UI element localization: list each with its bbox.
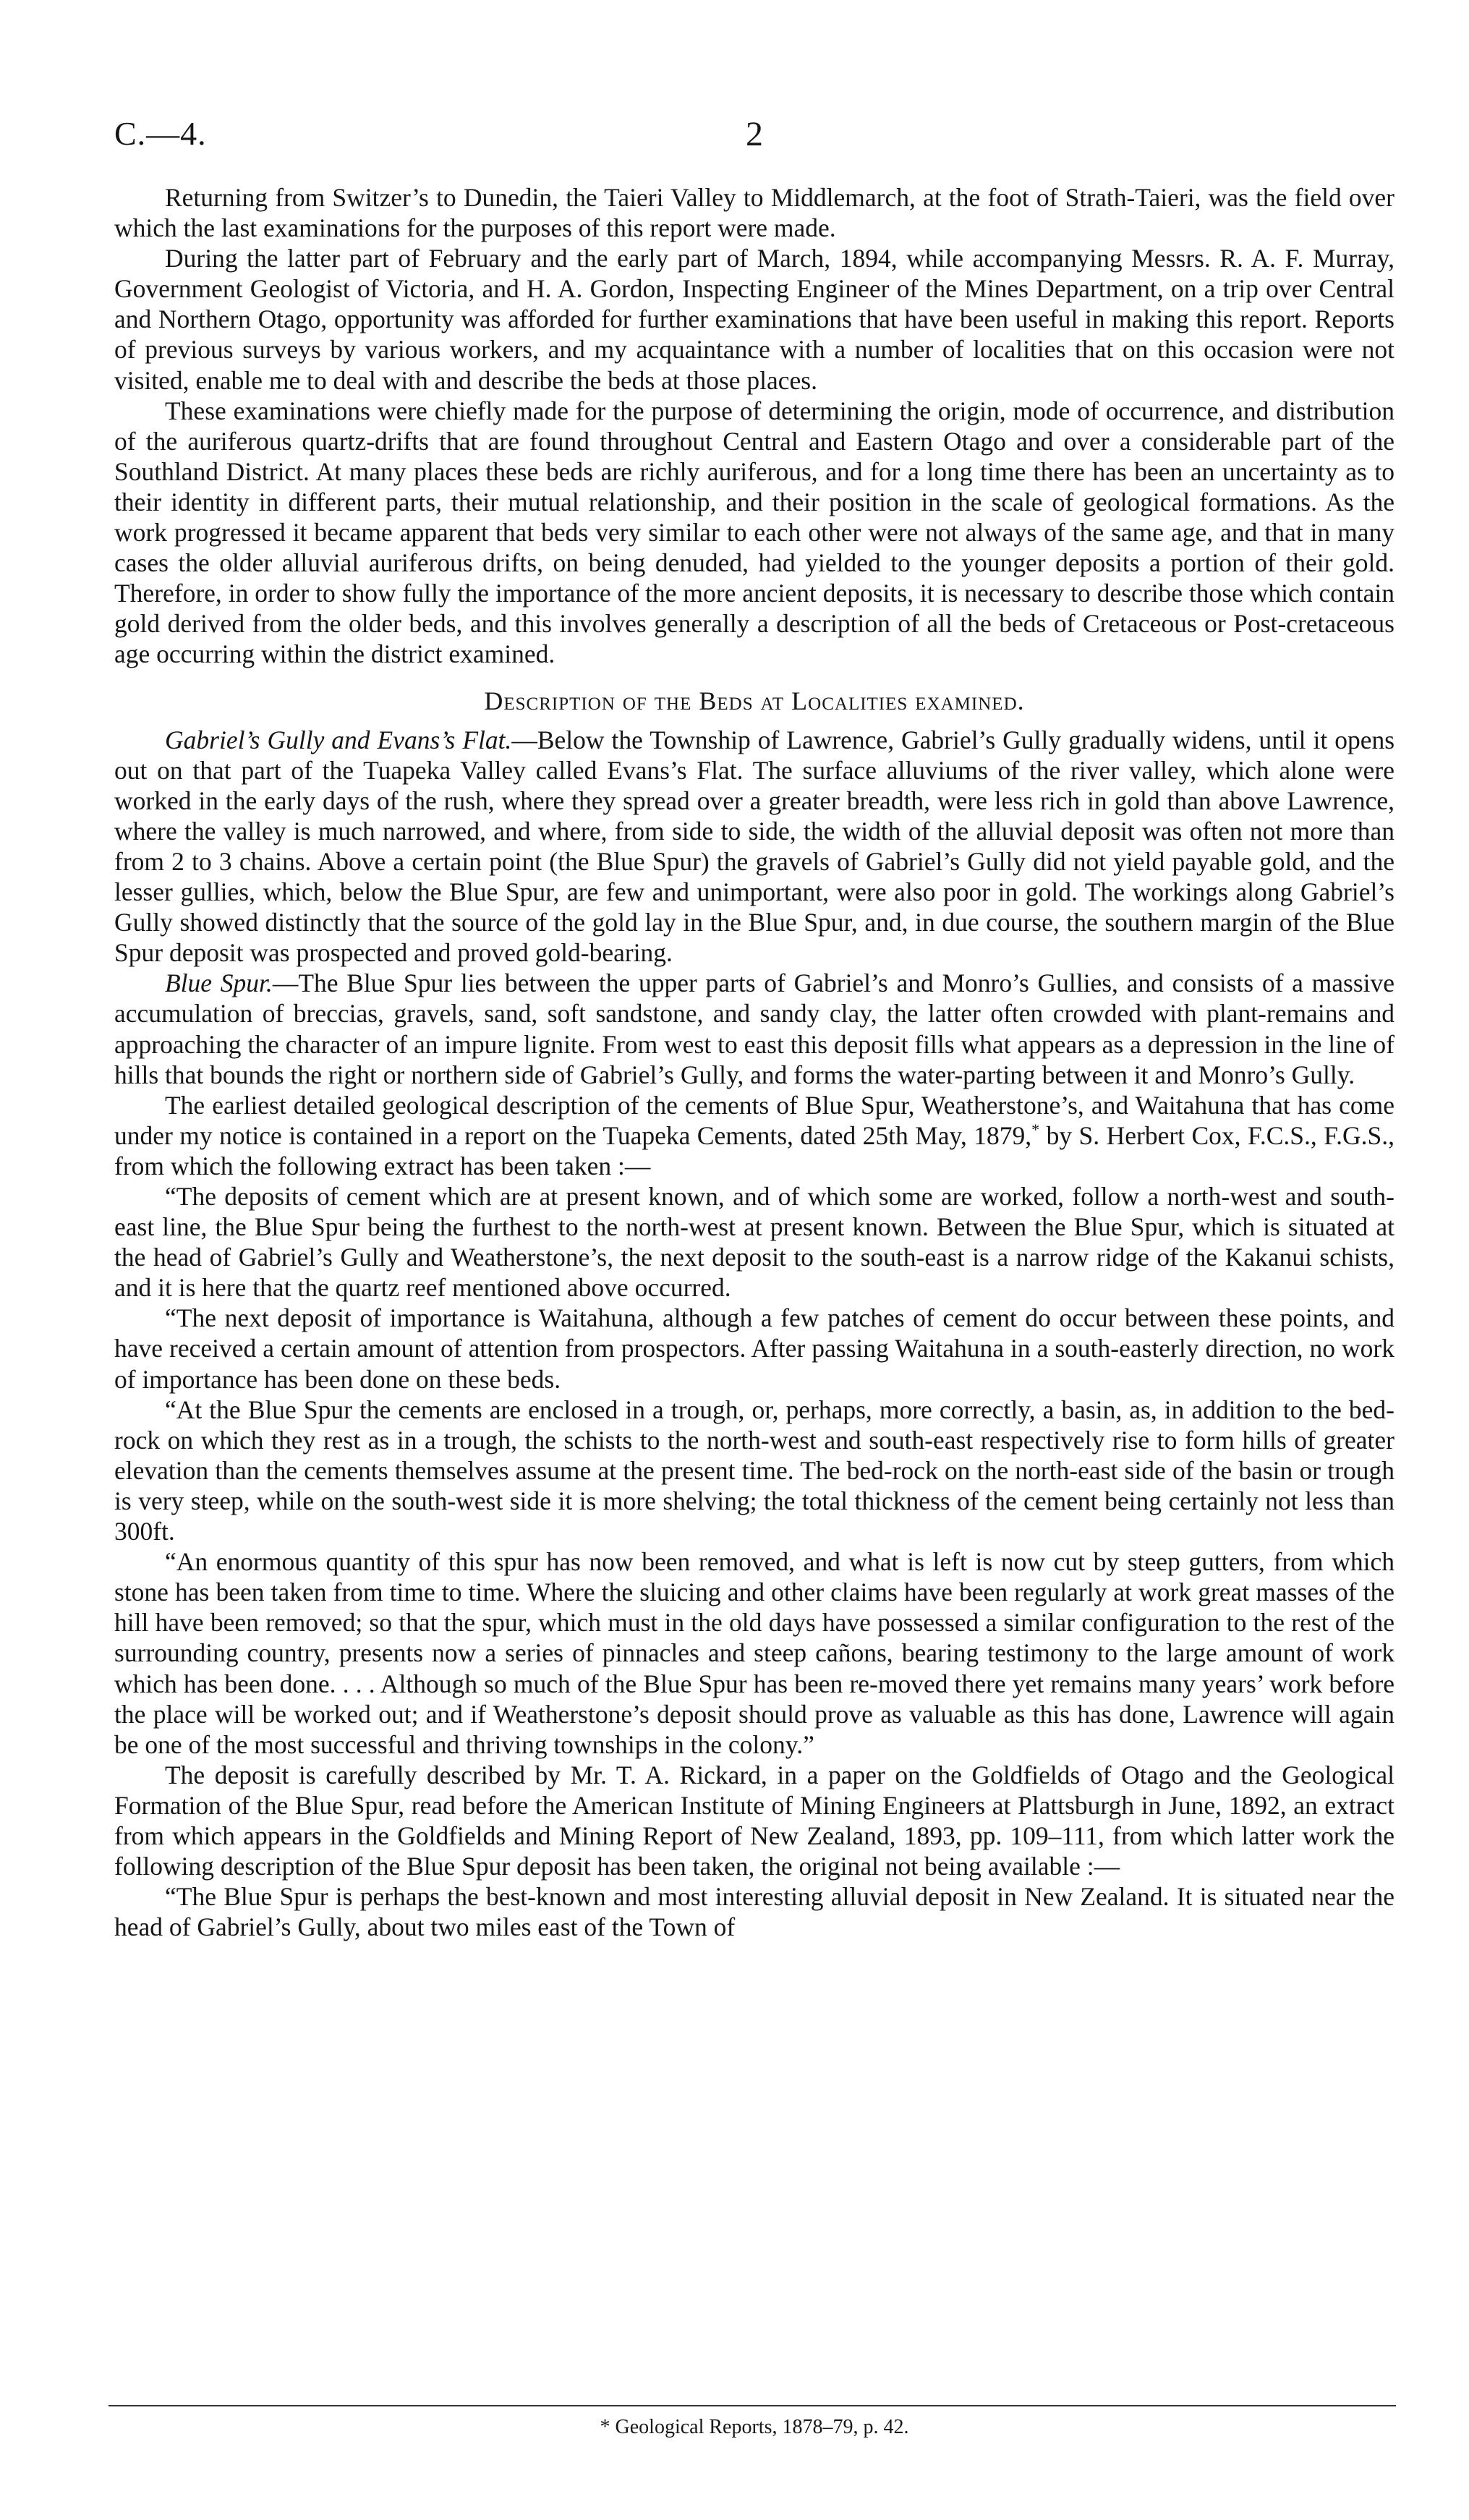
paragraph-returning: Returning from Switzer’s to Dunedin, the Taieri Valley to Middlemarch, at the foot of Strath-Taieri, was the field over which the last examinations for the purposes of this report were made. (114, 183, 1395, 243)
paragraph-cox-report (114, 1090, 1395, 1181)
footnote-marker: * (1031, 1120, 1040, 1138)
run-in-title-gabriels-gully: Gabriel’s Gully and Evans’s Flat. (165, 725, 512, 754)
quote-paragraph: “The next deposit of importance is Waitahuna, although a few patches of cement do occur between these points, and have received a certain amount of attention from prospectors. After passing Waitahuna in a south-easterly direction, no work of importance has been done on these beds. (114, 1303, 1395, 1394)
cox-text-before: The earliest detailed geological description of the cements of Blue Spur, Weatherstone’s, and Waitahuna that has come under my notice is contained in a report on the Tuapeka Cements, dated 25th May, 1879, (114, 1090, 1395, 1150)
blue-spur-text: —The Blue Spur lies between the upper parts of Gabriel’s and Monro’s Gullies, and consists of a massive accumulation of breccias, gravels, sand, soft sandstone, and sandy clay, the latter often crowded with plant-remains and approaching the character of an impure lignite. From west to east this deposit fills what appears as a depression in the line of hills that bounds the right or northern side of Gabriel’s Gully, and forms the water-parting between it and Monro’s Gully. (114, 969, 1395, 1089)
quote-paragraph: “An enormous quantity of this spur has now been removed, and what is left is now cut by steep gutters, from which stone has been taken from time to time. Where the sluicing and other claims have been regularly at work great masses of the hill have been removed; so that the spur, which must in the old days have possessed a similar configuration to the rest of the surrounding country, presents now a series of pinnacles and steep cañons, bearing testimony to the large amount of work which has been done. . . . Although so much of the Blue Spur has been re-moved there yet remains many years’ work before the place will be worked out; and if Weatherstone’s deposit should prove as valuable as this has done, Lawrence will again be one of the most successful and thriving townships in the colony.” (114, 1547, 1395, 1759)
page-number: 2 (746, 115, 763, 153)
cox-text-after: by S. Herbert Cox, F.C.S., F.G.S., from which the following extract has been taken :— (114, 1120, 1395, 1180)
paragraph-february-1894: During the latter part of February and the early part of March, 1894, while accompanying Messrs. R. A. F. Murray, Government Geologist of Victoria, and H. A. Gordon, Inspecting Engineer of the Mines Department, on a trip over Central and Northern Otago, opportunity was afforded for further examinations that have been useful in making this report. Reports of previous surveys by various workers, and my acquaintance with a number of localities that on this occasion were not visited, enable me to deal with and describe the beds at those places. (114, 244, 1395, 395)
body-text (114, 182, 1395, 1942)
document-code: C.—4. (114, 115, 207, 152)
run-in-title-blue-spur: Blue Spur. (165, 969, 273, 998)
quote-paragraph: “At the Blue Spur the cements are enclosed in a trough, or, perhaps, more correctly, a basin, as, in addition to the bed-rock on which they rest as in a trough, the schists to the north-west and south-east respectively rise to form hills of greater elevation than the cements themselves assume at the present time. The bed-rock on the north-east side of the basin or trough is very steep, while on the south-west side it is more shelving; the total thickness of the cement being certainly not less than 300ft. (114, 1395, 1395, 1546)
page-header (114, 114, 1395, 158)
gabriels-gully-text: —Below the Township of Lawrence, Gabriel’s Gully gradually widens, until it opens out on that part of the Tuapeka Valley called Evans’s Flat. The surface alluviums of the river valley, which alone were worked in the early days of the rush, where they spread over a greater breadth, were less rich in gold than above Lawrence, where the valley is much narrowed, and where, from side to side, the width of the alluvial deposit was often not more than from 2 to 3 chains. Above a certain point (the Blue Spur) the gravels of Gabriel’s Gully did not yield payable gold, and the lesser gullies, which, below the Blue Spur, are few and unimportant, were also poor in gold. The workings along Gabriel’s Gully showed distinctly that the source of the gold lay in the Blue Spur, and, in due course, the southern margin of the Blue Spur deposit was prospected and proved gold-bearing. (114, 725, 1395, 968)
section-heading-text: Description of the Beds at Localities examined. (484, 686, 1025, 715)
footnote-divider (108, 2405, 1396, 2406)
footnote: * Geological Reports, 1878–79, p. 42. (600, 2416, 909, 2438)
paragraph-examinations-purpose: These examinations were chiefly made for the purpose of determining the origin, mode of occurrence, and distribution of the auriferous quartz-drifts that are found throughout Central and Eastern Otago and over a considerable part of the Southland District. At many places these beds are richly auriferous, and for a long time there has been an uncertainty as to their identity in different parts, their mutual relationship, and their position in the scale of geological formations. As the work progressed it became apparent that beds very similar to each other were not always of the same age, and that in many cases the older alluvial auriferous drifts, on being denuded, had yielded to the younger deposits a portion of their gold. Therefore, in order to show fully the importance of the more ancient deposits, it is necessary to describe those which contain gold derived from the older beds, and this involves generally a description of all the beds of Cretaceous or Post-cretaceous age occurring within the district examined. (114, 396, 1395, 669)
paragraph-gabriels-gully (114, 725, 1395, 969)
paragraph-blue-spur (114, 968, 1395, 1089)
paragraph-rickard: The deposit is carefully described by Mr. T. A. Rickard, in a paper on the Goldfields of Otago and the Geological Formation of the Blue Spur, read before the American Institute of Mining Engineers at Plattsburgh in June, 1892, an extract from which appears in the Goldfields and Mining Report of New Zealand, 1893, pp. 109–111, from which latter work the following description of the Blue Spur deposit has been taken, the original not being available :— (114, 1760, 1395, 1881)
quote-paragraph: “The deposits of cement which are at present known, and of which some are worked, follow a north-west and south-east line, the Blue Spur being the furthest to the north-west at present known. Between the Blue Spur, which is situated at the head of Gabriel’s Gully and Weatherstone’s, the next deposit to the south-east is a narrow ridge of the Kakanui schists, and it is here that the quartz reef mentioned above occurred. (114, 1182, 1395, 1303)
quote-paragraph-final: “The Blue Spur is perhaps the best-known and most interesting alluvial deposit in New Zealand. It is situated near the head of Gabriel’s Gully, about two miles east of the Town of (114, 1882, 1395, 1942)
section-heading (114, 686, 1395, 718)
